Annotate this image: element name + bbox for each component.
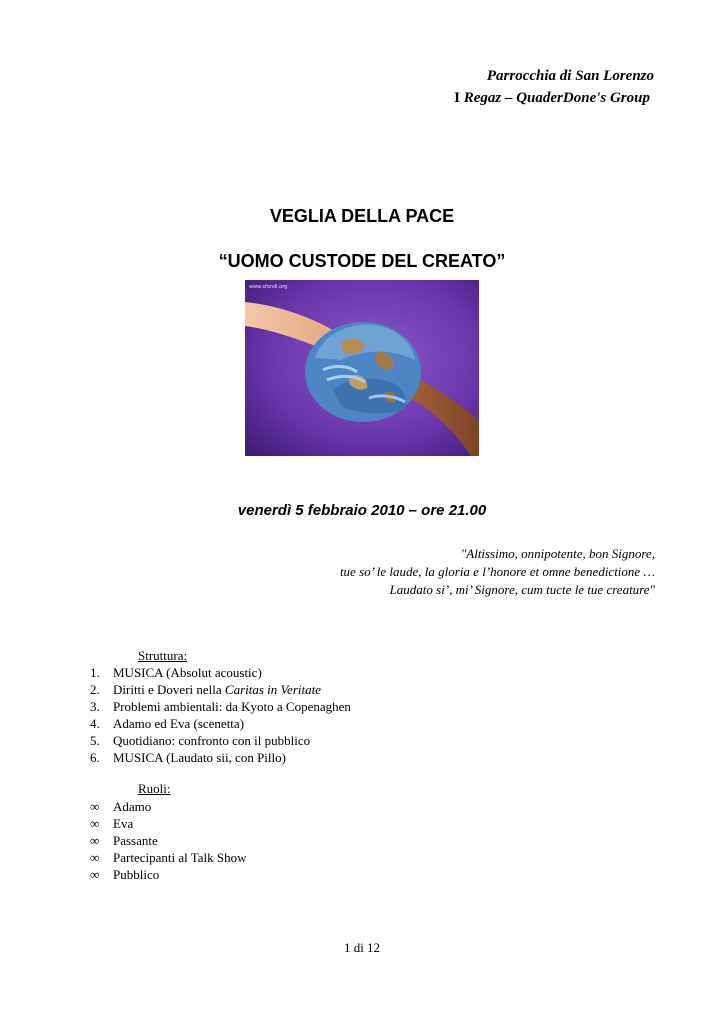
list-item <box>90 749 351 766</box>
item-text: MUSICA (Absolut acoustic) <box>113 665 262 680</box>
list-item <box>90 732 351 749</box>
item-number: 6. <box>90 750 100 765</box>
group-name <box>454 90 650 107</box>
quote-block <box>340 545 655 599</box>
infinity-bullet-icon: ∞ <box>90 833 100 848</box>
infinity-bullet-icon: ∞ <box>90 816 100 831</box>
roles-heading: Ruoli: <box>138 781 171 796</box>
list-item <box>90 798 247 815</box>
item-text: MUSICA (Laudato sii, con Pillo) <box>113 750 286 765</box>
page-subtitle: “UOMO CUSTODE DEL CREATO” <box>218 251 506 271</box>
item-number: 2. <box>90 682 100 697</box>
item-text: Problemi ambientali: da Kyoto a Copenaghen <box>113 699 351 714</box>
infinity-bullet-icon: ∞ <box>90 799 100 814</box>
parish-name: Parrocchia di San Lorenzo <box>486 68 654 84</box>
item-text: Diritti e Doveri nella <box>113 682 222 697</box>
group-name-rest: Regaz – QuaderDone's Group <box>463 90 650 106</box>
item-text: Quotidiano: confronto con il pubblico <box>113 733 311 748</box>
event-date: venerdì 5 febbraio 2010 – ore 21.00 <box>237 502 487 519</box>
role-text: Eva <box>113 816 134 831</box>
group-prefix: I <box>454 90 460 106</box>
list-item <box>90 832 247 849</box>
list-item <box>90 681 351 698</box>
infinity-bullet-icon: ∞ <box>90 867 100 882</box>
role-text: Adamo <box>113 799 152 814</box>
hands-globe-image <box>245 280 479 456</box>
role-text: Pubblico <box>113 867 160 882</box>
item-number: 5. <box>90 733 100 748</box>
roles-list <box>90 798 247 883</box>
list-item <box>90 815 247 832</box>
list-item <box>90 715 351 732</box>
item-number: 4. <box>90 716 100 731</box>
item-number: 1. <box>90 665 100 680</box>
quote-line: "Altissimo, onnipotente, bon Signore, <box>460 546 655 561</box>
quote-line: tue so’ le laude, la gloria e l’honore et omne benedictione … <box>339 564 655 579</box>
page-title: VEGLIA DELLA PACE <box>269 206 455 226</box>
infinity-bullet-icon: ∞ <box>90 850 100 865</box>
page-number: 1 di 12 <box>343 940 381 955</box>
image-watermark: www.sfondi.org <box>249 284 288 290</box>
structure-list <box>90 664 351 766</box>
role-text: Partecipanti al Talk Show <box>113 850 247 865</box>
role-text: Passante <box>113 833 158 848</box>
list-item <box>90 866 247 883</box>
list-item <box>90 849 247 866</box>
list-item <box>90 664 351 681</box>
item-text: Adamo ed Eva (scenetta) <box>113 716 245 731</box>
list-item <box>90 698 351 715</box>
quote-line: Laudato si’, mi’ Signore, cum tucte le tue creature" <box>389 582 655 597</box>
item-italic-text: Caritas in Veritate <box>224 682 321 697</box>
structure-heading: Struttura: <box>138 648 188 663</box>
item-number: 3. <box>90 699 100 714</box>
